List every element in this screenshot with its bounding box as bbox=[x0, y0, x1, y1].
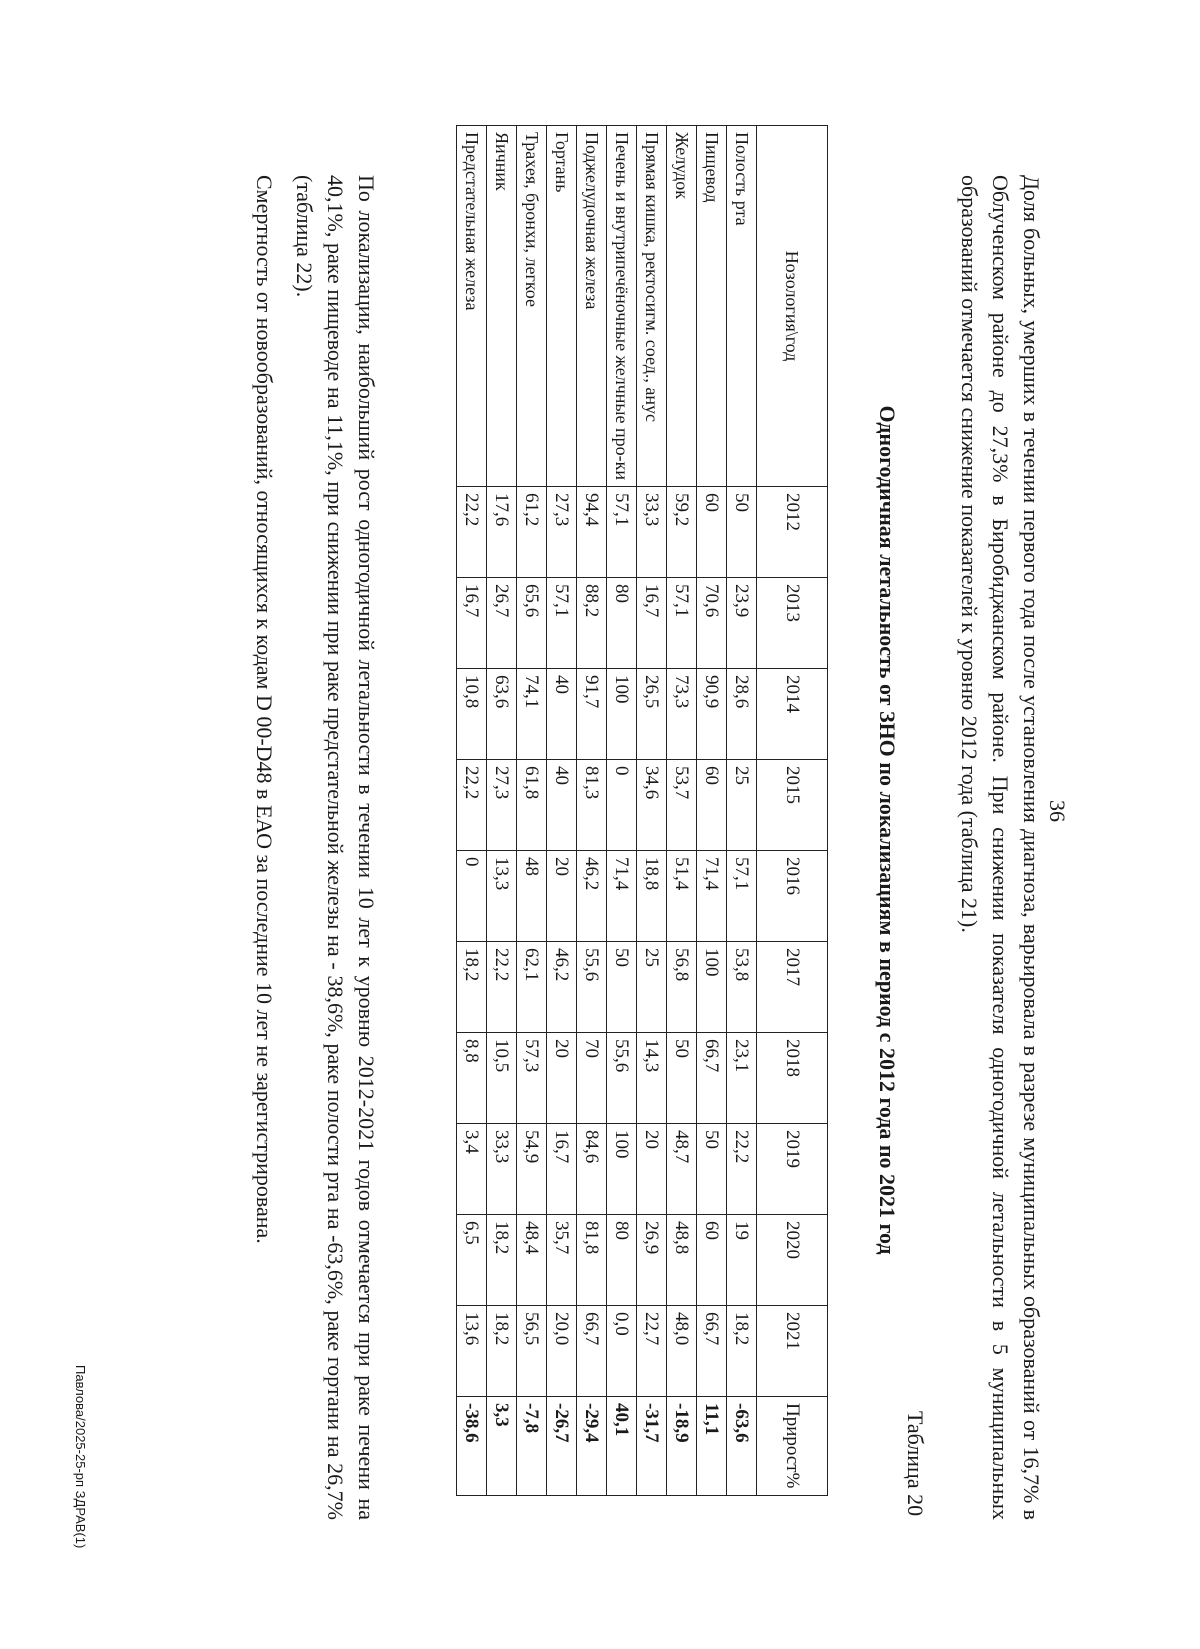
value-cell: 13,6 bbox=[457, 1306, 487, 1397]
growth-cell: -31,7 bbox=[637, 1397, 667, 1496]
value-cell: 23,1 bbox=[727, 1033, 757, 1124]
value-cell: 17,6 bbox=[487, 487, 517, 578]
header-year: 2017 bbox=[757, 942, 828, 1033]
value-cell: 18,2 bbox=[487, 1306, 517, 1397]
value-cell: 33,3 bbox=[637, 487, 667, 578]
value-cell: 50 bbox=[667, 1033, 697, 1124]
table-row bbox=[607, 126, 637, 1496]
value-cell: 66,7 bbox=[577, 1306, 607, 1397]
growth-cell: 3,3 bbox=[487, 1397, 517, 1496]
mortality-paragraph: Смертность от новообразований, относящихся к кодам D 00-D48 в ЕАО за последние 10 лет не зарегистрирована. bbox=[252, 175, 277, 1244]
value-cell: 18,2 bbox=[457, 942, 487, 1033]
value-cell: 54,9 bbox=[517, 1124, 547, 1215]
table-label: Таблица 20 bbox=[903, 1411, 928, 1517]
value-cell: 88,2 bbox=[577, 578, 607, 669]
header-year: 2018 bbox=[757, 1033, 828, 1124]
growth-cell: 40,1 bbox=[607, 1397, 637, 1496]
value-cell: 35,7 bbox=[547, 1215, 577, 1306]
value-cell: 25 bbox=[637, 942, 667, 1033]
value-cell: 8,8 bbox=[457, 1033, 487, 1124]
value-cell: 73,3 bbox=[667, 669, 697, 760]
table-title: Одногодичная летальность от ЗНО по локализациям в период с 2012 года по 2021 год bbox=[875, 405, 900, 1255]
growth-cell: -29,4 bbox=[577, 1397, 607, 1496]
value-cell: 74,1 bbox=[517, 669, 547, 760]
value-cell: 60 bbox=[697, 1215, 727, 1306]
value-cell: 100 bbox=[607, 1124, 637, 1215]
value-cell: 56,5 bbox=[517, 1306, 547, 1397]
value-cell: 23,9 bbox=[727, 578, 757, 669]
table-row bbox=[637, 126, 667, 1496]
value-cell: 3,4 bbox=[457, 1124, 487, 1215]
value-cell: 40 bbox=[547, 669, 577, 760]
value-cell: 18,8 bbox=[637, 851, 667, 942]
value-cell: 90,9 bbox=[697, 669, 727, 760]
value-cell: 26,9 bbox=[637, 1215, 667, 1306]
value-cell: 57,1 bbox=[547, 578, 577, 669]
value-cell: 20 bbox=[547, 1033, 577, 1124]
table-row bbox=[667, 126, 697, 1496]
header-year: 2015 bbox=[757, 760, 828, 851]
value-cell: 20 bbox=[547, 851, 577, 942]
value-cell: 6,5 bbox=[457, 1215, 487, 1306]
value-cell: 59,2 bbox=[667, 487, 697, 578]
value-cell: 48 bbox=[517, 851, 547, 942]
value-cell: 18,2 bbox=[727, 1306, 757, 1397]
value-cell: 100 bbox=[697, 942, 727, 1033]
value-cell: 60 bbox=[697, 487, 727, 578]
value-cell: 57,1 bbox=[727, 851, 757, 942]
growth-cell: 11,1 bbox=[697, 1397, 727, 1496]
value-cell: 0 bbox=[457, 851, 487, 942]
analysis-paragraph: По локализации, наибольший рост одногодичной летальности в течении 10 лет к уровню 2012-2021 годов отмечается при раке печени на 40,1%, раке пищеводе на 11,1%, при снижении при раке предстательной железы на - 38,6%, раке полости рта на -63,6%, раке гортани на 26,7% (таблица 22). bbox=[292, 175, 379, 1520]
value-cell: 66,7 bbox=[697, 1306, 727, 1397]
header-year: 2013 bbox=[757, 578, 828, 669]
row-label: Гортань bbox=[547, 126, 577, 487]
value-cell: 20 bbox=[637, 1124, 667, 1215]
value-cell: 16,7 bbox=[457, 578, 487, 669]
row-label: Печень и внутрипечёночные желчные про-ки bbox=[607, 126, 637, 487]
value-cell: 53,7 bbox=[667, 760, 697, 851]
value-cell: 57,3 bbox=[517, 1033, 547, 1124]
value-cell: 94,4 bbox=[577, 487, 607, 578]
row-label: Трахея, бронхи, легкое bbox=[517, 126, 547, 487]
value-cell: 28,6 bbox=[727, 669, 757, 760]
header-year: 2019 bbox=[757, 1124, 828, 1215]
table-row bbox=[697, 126, 727, 1496]
row-label: Пищевод bbox=[697, 126, 727, 487]
header-nosology: Нозология\год bbox=[757, 126, 828, 487]
row-label: Желудок bbox=[667, 126, 697, 487]
value-cell: 46,2 bbox=[577, 851, 607, 942]
value-cell: 22,2 bbox=[457, 760, 487, 851]
value-cell: 80 bbox=[607, 1215, 637, 1306]
value-cell: 26,7 bbox=[487, 578, 517, 669]
header-year: 2012 bbox=[757, 487, 828, 578]
value-cell: 100 bbox=[607, 669, 637, 760]
value-cell: 14,3 bbox=[637, 1033, 667, 1124]
value-cell: 55,6 bbox=[607, 1033, 637, 1124]
header-year: 2020 bbox=[757, 1215, 828, 1306]
value-cell: 16,7 bbox=[547, 1124, 577, 1215]
value-cell: 50 bbox=[697, 1124, 727, 1215]
row-label: Поджелудочная железа bbox=[577, 126, 607, 487]
value-cell: 66,7 bbox=[697, 1033, 727, 1124]
growth-cell: -26,7 bbox=[547, 1397, 577, 1496]
intro-paragraph: Доля больных, умерших в течении первого года после установления диагноза, варьировала в разрезе муниципальных образований от 16,7% в Облученском районе до 27,3% в Биробиджанском районе. При снижении показателя одногодичной летальности в 5 муниципальных образований отмечается снижение показателей к уровню 2012 года (таблица 21). bbox=[957, 175, 1044, 1520]
value-cell: 71,4 bbox=[607, 851, 637, 942]
value-cell: 34,6 bbox=[637, 760, 667, 851]
row-label: Яичник bbox=[487, 126, 517, 487]
value-cell: 61,8 bbox=[517, 760, 547, 851]
lethality-table bbox=[456, 125, 828, 1496]
value-cell: 80 bbox=[607, 578, 637, 669]
table-body bbox=[457, 126, 757, 1496]
value-cell: 19 bbox=[727, 1215, 757, 1306]
row-label: Полость рта bbox=[727, 126, 757, 487]
value-cell: 25 bbox=[727, 760, 757, 851]
value-cell: 81,3 bbox=[577, 760, 607, 851]
value-cell: 63,6 bbox=[487, 669, 517, 760]
value-cell: 16,7 bbox=[637, 578, 667, 669]
value-cell: 55,6 bbox=[577, 942, 607, 1033]
value-cell: 51,4 bbox=[667, 851, 697, 942]
value-cell: 10,8 bbox=[457, 669, 487, 760]
table-row bbox=[577, 126, 607, 1496]
row-label: Предстательная железа bbox=[457, 126, 487, 487]
value-cell: 81,8 bbox=[577, 1215, 607, 1306]
page-number: 36 bbox=[1045, 800, 1070, 822]
table-row bbox=[727, 126, 757, 1496]
value-cell: 26,5 bbox=[637, 669, 667, 760]
value-cell: 18,2 bbox=[487, 1215, 517, 1306]
value-cell: 62,1 bbox=[517, 942, 547, 1033]
value-cell: 71,4 bbox=[697, 851, 727, 942]
value-cell: 46,2 bbox=[547, 942, 577, 1033]
value-cell: 27,3 bbox=[487, 760, 517, 851]
row-label: Прямая кишка, ректосигм. соед., анус bbox=[637, 126, 667, 487]
value-cell: 91,7 bbox=[577, 669, 607, 760]
value-cell: 65,6 bbox=[517, 578, 547, 669]
header-growth: Прирост% bbox=[757, 1397, 828, 1496]
header-year: 2021 bbox=[757, 1306, 828, 1397]
table-row bbox=[457, 126, 487, 1496]
value-cell: 56,8 bbox=[667, 942, 697, 1033]
value-cell: 57,1 bbox=[607, 487, 637, 578]
value-cell: 61,2 bbox=[517, 487, 547, 578]
value-cell: 20,0 bbox=[547, 1306, 577, 1397]
header-year: 2014 bbox=[757, 669, 828, 760]
value-cell: 0 bbox=[607, 760, 637, 851]
value-cell: 10,5 bbox=[487, 1033, 517, 1124]
value-cell: 60 bbox=[697, 760, 727, 851]
value-cell: 22,2 bbox=[487, 942, 517, 1033]
value-cell: 70,6 bbox=[697, 578, 727, 669]
growth-cell: -38,6 bbox=[457, 1397, 487, 1496]
value-cell: 0,0 bbox=[607, 1306, 637, 1397]
value-cell: 50 bbox=[607, 942, 637, 1033]
value-cell: 48,4 bbox=[517, 1215, 547, 1306]
value-cell: 13,3 bbox=[487, 851, 517, 942]
value-cell: 48,7 bbox=[667, 1124, 697, 1215]
growth-cell: -7,8 bbox=[517, 1397, 547, 1496]
value-cell: 70 bbox=[577, 1033, 607, 1124]
value-cell: 33,3 bbox=[487, 1124, 517, 1215]
value-cell: 22,7 bbox=[637, 1306, 667, 1397]
table-row bbox=[547, 126, 577, 1496]
growth-cell: -18,9 bbox=[667, 1397, 697, 1496]
value-cell: 53,8 bbox=[727, 942, 757, 1033]
header-year: 2016 bbox=[757, 851, 828, 942]
table-row bbox=[487, 126, 517, 1496]
growth-cell: -63,6 bbox=[727, 1397, 757, 1496]
value-cell: 22,2 bbox=[457, 487, 487, 578]
value-cell: 22,2 bbox=[727, 1124, 757, 1215]
footer-note: Павлова/2025-25-рп ЗДРАВ(1) bbox=[73, 1365, 88, 1549]
value-cell: 40 bbox=[547, 760, 577, 851]
table-row bbox=[517, 126, 547, 1496]
value-cell: 57,1 bbox=[667, 578, 697, 669]
value-cell: 48,8 bbox=[667, 1215, 697, 1306]
value-cell: 84,6 bbox=[577, 1124, 607, 1215]
value-cell: 27,3 bbox=[547, 487, 577, 578]
table-header-row bbox=[757, 126, 828, 1496]
value-cell: 50 bbox=[727, 487, 757, 578]
value-cell: 48,0 bbox=[667, 1306, 697, 1397]
